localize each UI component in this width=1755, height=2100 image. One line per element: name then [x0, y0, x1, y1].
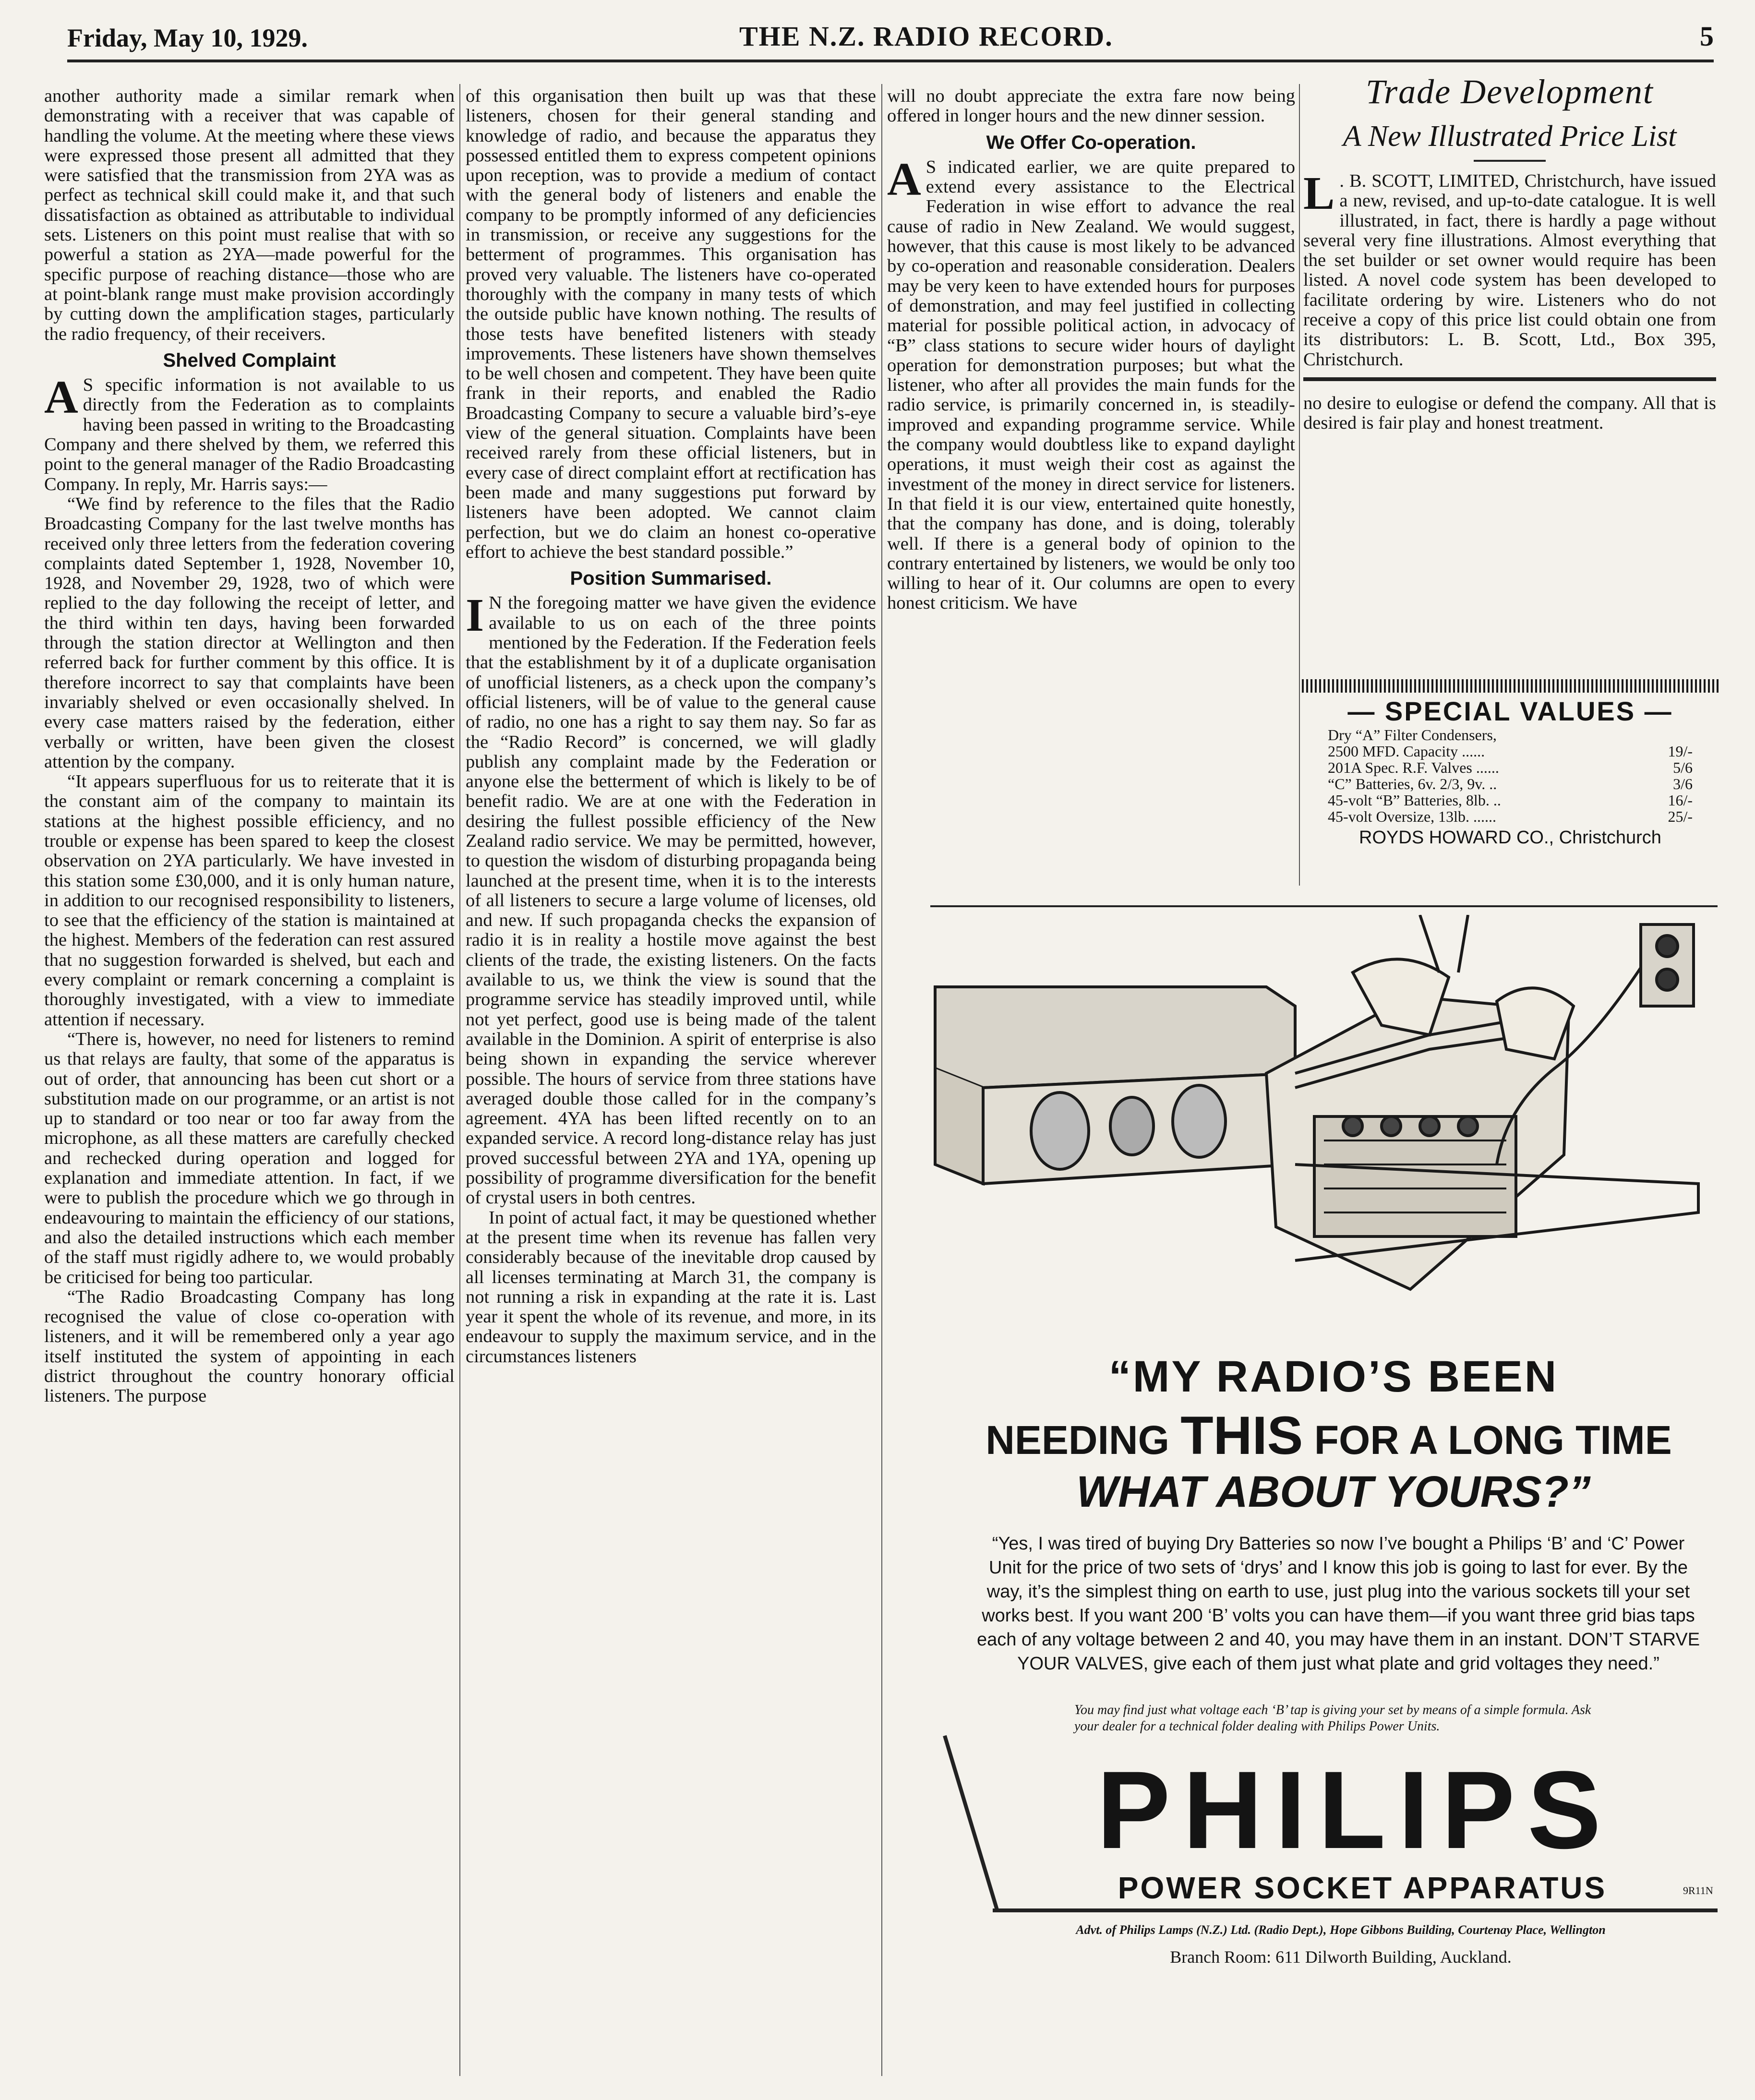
price-row [1328, 776, 1693, 792]
subheading-we-offer-cooperation: We Offer Co-operation. [986, 132, 1196, 153]
paragraph-text: N the foregoing matter we have given the evidence available to us on each of the three points mentioned by the Federation. If the Federation feels that the establishment by it of a duplicate organisation of unofficial listeners, as a check upon the company’s official listeners, will be of value to the general cause of radio, no one has a right to say them nay. So far as the “Radio Record” is concerned, we will gladly publish any complaint made by the Federation or anyone else the betterment of which is likely to be of benefit radio. We are at one with the Federation in desiring the fullest possible efficiency of the New Zealand radio service. We may be permitted, however, to question the wisdom of disturbing propaganda being launched at the present time, when it is to the interests of all listeners to secure a large volume of licenses, old and new. If such propaganda checks the expansion of radio it is in reality a hostile move against the best clients of the trade, the existing listeners. On the facts available to us, we think the view is sound that the programme service has steadily improved until, while not yet perfect, good use is being made of the talent available in the Dominion. A spirit of enterprise is also being shown in expanding the service wherever possible. The hours of service from three stations have averaged double those called for in the company’s agreement. 4YA has been lifted recently on to an expanded service. A record long-distance relay has just proved successful between 2YA and 1YA, opening up possibility of programme diversification for the benefit of crystal users in both centres. [466, 593, 876, 1208]
price-row [1328, 759, 1693, 776]
trade-body-text: . B. SCOTT, LIMITED, Christchurch, have issued a new, revised, and up-to-date catalogue. It is well illustrated, in fact, there is hardly a page without several very fine illustrations. Almost everything that the set builder or set owner would require has been listed. A novel code system has been developed to facilitate ordering by wire. Listeners who do not receive a copy of this price list could obtain one from its distributors: L. B. Scott, Ltd., Box 395, Christchurch. [1303, 171, 1716, 370]
trade-title: Trade Development [1366, 72, 1654, 111]
price-row [1328, 743, 1693, 759]
vendor-name: ROYDS HOWARD CO., Christchurch [1359, 828, 1661, 848]
price-table [1328, 727, 1693, 825]
item-price: 3/6 [1673, 775, 1693, 792]
issue-date: Friday, May 10, 1929. [67, 24, 308, 52]
drop-cap: L [1303, 168, 1335, 219]
item-price: 16/- [1668, 792, 1693, 809]
paragraph-text: S indicated earlier, we are quite prepared to extend every assistance to the Electrical Federation in wise effort to advance the real cause of radio in New Zealand. We would suggest, however, that this cause is most likely to be advanced by co-operation and reasonable consideration. Dealers may be very keen to have extended hours for purposes of demonstration, and may feel justified in collecting material for possible political action, in advocacy of “B” class stations to secure wider hours of daylight operation for demonstration purposes; but what the listener, who after all provides the main funds for the radio service, is primarily concerned in, is steadily-improved and expanding programme service. While the company would doubtless like to expand daylight operations, it must weigh their cost as against the investment of the money in direct service for listeners. In that field it is our view, entertained quite honestly, that the company has done, and is doing, tolerably well. If there is a general body of opinion to the contrary entertained by listeners, we would be only too willing to hear of it. Our columns are open to every honest criticism. We have [887, 156, 1295, 613]
subheading-position-summarised: Position Summarised. [570, 568, 772, 589]
masthead: THE N.Z. RADIO RECORD. [739, 21, 1113, 52]
drop-cap: I [466, 589, 484, 642]
article-column-1 [44, 86, 455, 1406]
item-price: 19/- [1668, 743, 1693, 760]
branch-address: Branch Room: 611 Dilworth Building, Auckland. [1170, 1947, 1512, 1967]
continued-text: no desire to eulogise or defend the company. All that is desired is fair play and honest treatment. [1303, 393, 1716, 433]
paragraph: another authority made a similar remark when demonstrating with a receiver that was capable of handling the volume. At the meeting where these views were expressed those present all admitted that they were satisfied that the transmission from 2YA was as perfect as technical skill could make it, and that such dissatisfaction as obtained as attributable to individual sets. Listeners on this point must realise that with so powerful a station as 2YA—made powerful for the specific purpose of reaching distance—those who are at point-blank range must make provision accordingly by cutting down the amplification stages, particularly the radio frequency, of their receivers. [44, 86, 455, 344]
paragraph: of this organisation then built up was that these listeners, chosen for their general standing and knowledge of radio, and because the apparatus they possessed entitled them to express competent opinions upon reception, was to provide a medium of contact with the general body of listeners and enable the company to be promptly informed of any deficiencies in transmission, or receive any suggestions for the betterment of programmes. This organisation has proved very valuable. The listeners have co-operated thoroughly with the company in many tests of which the outside public have known nothing. The results of those tests have benefited listeners with steady improvements. These listeners have shown themselves to be well chosen and competent. They have been quite frank in their reports, and enabled the Radio Broadcasting Company to secure a valuable bird’s-eye view of the general situation. Complaints have been received rarely from these official listeners, but in every case of direct complaint effort at rectification has been made and many suggestions put forward by listeners have been adopted. We cannot claim perfection, but we do claim an honest co-operative effort to achieve the best standard possible.” [466, 86, 876, 562]
paragraph [887, 153, 1295, 613]
article-column-2 [466, 86, 876, 1367]
page-header [67, 20, 1714, 61]
special-values-advert [1302, 679, 1719, 857]
hatch-border [1302, 679, 1719, 693]
column-divider [881, 84, 882, 2076]
item-price: 25/- [1668, 808, 1693, 825]
item-name: Dry “A” Filter Condensers, [1328, 726, 1497, 744]
item-name: 201A Spec. R.F. Valves ...... [1328, 759, 1499, 776]
advert-agents: Advt. of Philips Lamps (N.Z.) Ltd. (Radio Dept.), Hope Gibbons Building, Courtenay Place, Wellington [1076, 1923, 1606, 1937]
headline-part: FOR A LONG TIME [1303, 1417, 1672, 1463]
advert-testimonial: “Yes, I was tired of buying Dry Batteries so now I’ve bought a Philips ‘B’ and ‘C’ Power Unit for the price of two sets of ‘drys’ and I know this job is going to last for ever. By the way, it’s the simplest thing on earth to use, just plug into the various sockets till your set works best. If you want 200 ‘B’ volts you can have them—if you want three grid bias taps each of any voltage between 2 and 40, you may have them in an instant. DON’T STARVE YOUR VALVES, give each of them just what plate and grid voltages they need.” [976, 1534, 1700, 1674]
title-rule [1474, 160, 1546, 162]
item-price: 5/6 [1673, 759, 1693, 776]
item-name: 2500 MFD. Capacity ...... [1328, 743, 1485, 760]
headline-emphasis: THIS [1180, 1405, 1303, 1465]
item-name: 45-volt “B” Batteries, 8lb. .. [1328, 792, 1501, 809]
headline-line-3: WHAT ABOUT YOURS?” [1076, 1467, 1591, 1516]
paragraph: will no doubt appreciate the extra fare now being offered in longer hours and the new dinner session. [887, 86, 1295, 126]
paragraph [466, 589, 876, 1208]
drop-cap: A [887, 153, 921, 205]
paragraph [44, 372, 455, 494]
paragraph: “There is, however, no need for listeners to remind us that relays are faulty, that some of the apparatus is out of order, that announcing has been cut short or a substitution made on our programme, or an artist is not up to standard or too near or too far away from the microphone, as all these matters are carefully checked and rechecked during operation and logged for explanation and immediate attention. In fact, if we were to publish the procedure which we go through in endeavouring to maintain the efficiency of our stations, and also the detailed instructions which each member of the staff must rigidly adhere to, we would probably be criticised for being too particular. [44, 1029, 455, 1287]
trade-subtitle: A New Illustrated Price List [1343, 120, 1677, 153]
price-row [1328, 792, 1693, 808]
subheading-shelved-complaint: Shelved Complaint [163, 349, 336, 371]
price-row [1328, 727, 1693, 743]
headline-line-1: “MY RADIO’S BEEN [1108, 1352, 1559, 1401]
item-name: 45-volt Oversize, 13lb. ...... [1328, 808, 1497, 825]
advert-bottom-rule [993, 1908, 1718, 1912]
special-values-title-text: SPECIAL VALUES [1384, 696, 1636, 726]
paragraph: “We find by reference to the files that the Radio Broadcasting Company for the last twelve months has received only three letters from the federation covering complaints dated September 1, 1928, November 10, 1928, and November 29, 1928, two of which were replied to the day following the receipt of letter, and the third within ten days, having been forwarded through the station director at Wellington and then referred back for further comment by this office. It is therefore incorrect to say that complaints have been invariably shelved or even occasionally shelved. In every case matters raised by the federation, either verbally or written, have been given the closest attention by the company. [44, 493, 455, 772]
price-row [1328, 808, 1693, 825]
special-values-title: — SPECIAL VALUES — [1347, 696, 1673, 726]
trade-development-article [1303, 72, 1716, 433]
philips-logo: PHILIPS [1096, 1748, 1614, 1872]
trade-body [1303, 168, 1716, 370]
article-column-3 [887, 86, 1295, 613]
item-name: “C” Batteries, 6v. 2/3, 9v. .. [1328, 775, 1497, 792]
item-price [1640, 727, 1693, 743]
headline-line-2 [945, 1404, 1713, 1466]
column-divider [1299, 84, 1300, 886]
advert-code: 9R11N [1683, 1884, 1713, 1896]
philips-advert [930, 905, 1718, 2009]
page-number: 5 [1700, 21, 1714, 52]
header-rule [67, 60, 1714, 62]
paragraph-text: S specific information is not available to us directly from the Federation as to complaints having been passed in writing to the Broadcasting Company and there shelved by them, we referred this point to the general manager of the Radio Broadcasting Company. In reply, Mr. Harris says:— [44, 375, 455, 494]
paragraph: “It appears superfluous for us to reiterate that it is the constant aim of the company to maintain its stations at the highest possible efficiency, and no trouble or expense has been spared to keep the closest observation on 2YA particularly. We have invested in this station some £30,000, and it is only human nature, in addition to our recognised responsibility to listeners, to see that the efficiency of the station is maintained at the highest. Members of the federation can rest assured that no suggestion forwarded is shelved, but each and every complaint or remark concerning a complaint is thoroughly investigated, with a view to immediate attention if necessary. [44, 771, 455, 1030]
drop-cap: A [44, 372, 78, 424]
section-rule [1303, 377, 1716, 381]
product-name: POWER SOCKET APPARATUS [1118, 1871, 1607, 1905]
column-divider [459, 84, 460, 2076]
advert-fine-print: You may find just what voltage each ‘B’ tap is giving your set by means of a simple formula. Ask your dealer for a technical folder dealing with Philips Power Units. [1074, 1703, 1591, 1734]
headline-part: NEEDING [986, 1417, 1181, 1463]
paragraph: In point of actual fact, it may be questioned whether at the present time when its revenue has fallen very considerably because of the inevitable drop caused by all licenses terminating at March 31, the company is not running a risk in expanding at the rate it is. Last year it spent the whole of its revenue, and more, in its endeavour to supply the maximum service, and in the circumstances listeners [466, 1207, 876, 1367]
paragraph: “The Radio Broadcasting Company has long recognised the value of close co-operation with listeners, and it will be remembered only a year ago itself instituted the system of appointing in each district throughout the country honorary official listeners. The purpose [44, 1286, 455, 1406]
